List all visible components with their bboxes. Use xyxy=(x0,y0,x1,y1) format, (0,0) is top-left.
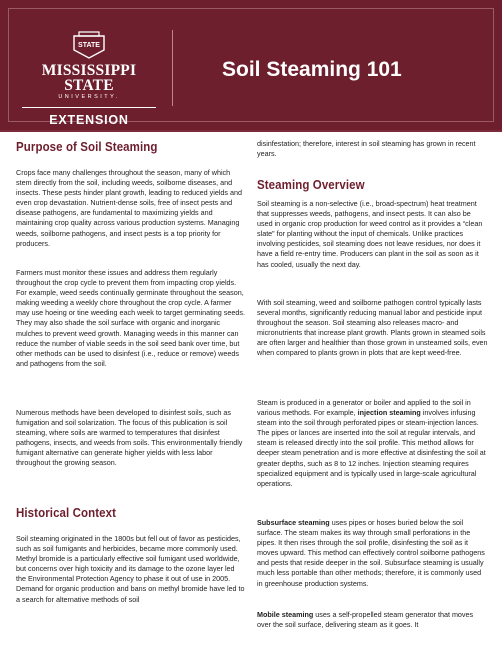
paragraph-continued: disinfestation; therefore, interest in soil steaming has grown in recent years. xyxy=(257,139,476,159)
term-mobile-steaming: Mobile steaming xyxy=(257,610,314,619)
msu-seal-icon xyxy=(70,30,108,60)
paragraph-purpose-1: Crops face many challenges throughout the season, many of which stem directly from the soil, including weeds, soilborne diseases, and insects. These pests hinder plant growth, leading to reduced yields and even crop devastation. Nutrient-dense soils, free of insect pests and disease pathogens, are fundamental to maximizing yields and maintaining crop quality across various production systems. Managing weeds, soilborne pathogens, and insect pests is a top priority for producers. xyxy=(16,168,243,248)
logo-university-word: UNIVERSITY. xyxy=(58,94,120,100)
paragraph-overview-3: Steam is produced in a generator or boiler and applied to the soil in various methods. For example, injection steaming involves infusing steam into the soil through perforated pipes or steam-injection lances. The pipes or lances are inserted into the soil at regular intervals, and steam is released directly into the soil profile. This method allows for deeper steam penetration and is more effective at disinfesting the soil at greater depths, such as 8 to 12 inches. Injection steaming requires specialized equipment and is typically used in large-scale agricultural operations. xyxy=(257,398,486,488)
logo-extension: EXTENSION xyxy=(22,107,156,127)
header-banner xyxy=(0,0,502,132)
heading-overview: Steaming Overview xyxy=(257,178,365,192)
paragraph-purpose-2: Farmers must monitor these issues and address them regularly throughout the crop cycle to prevent them from impacting crop yields. For example, weed seeds continually germinate throughout the season, making weeding a weekly chore throughout the crop cycle. A farmer may use hoeing or tine weeding each week to target germinating seeds. They may also shade the soil surface with organic and inorganic mulches to prevent weed growth. Managing weeds in this manner can reduce the number of viable seeds in the soil seed bank over time, but other methods can be used to disinfest (i.e., reduce or remove) weeds and pathogens from the soil. xyxy=(16,268,245,368)
svg-text:STATE: STATE xyxy=(78,42,100,49)
msu-extension-logo xyxy=(22,30,156,127)
banner-divider xyxy=(172,30,173,106)
paragraph-overview-5: Mobile steaming uses a self-propelled steam generator that moves over the soil surface, delivering steam as it goes. It xyxy=(257,610,474,630)
paragraph-purpose-3: Numerous methods have been developed to disinfest soils, such as fumigation and soil solarization. The focus of this publication is soil steaming, where soils are warmed to temperatures that disinfest pathogens, insects, and weeds from soils. This environmentally friendly fumigant alternative can generate higher yields with less labor throughout the growing season. xyxy=(16,408,243,468)
document-title: Soil Steaming 101 xyxy=(222,58,402,81)
paragraph-overview-1: Soil steaming is a non-selective (i.e., broad-spectrum) heat treatment that suppresses weeds, pathogens, and insect pests. It can also be used in organic crop production for weed control as it provides a “clean slate” for planting without the input of chemicals. Unlike practices involving pesticides, soil steaming does not leave residues, nor does it have a field re-entry time. Producers can plant in the soil as soon as it has cooled, usually the next day. xyxy=(257,199,483,269)
term-injection-steaming: injection steaming xyxy=(357,408,421,418)
heading-purpose: Purpose of Soil Steaming xyxy=(16,140,158,154)
paragraph-history-1: Soil steaming originated in the 1800s but fell out of favor as pesticides, such as soil fumigants and herbicides, became more commonly used. Methyl bromide is a particularly effective soil fumigant used worldwide, but concerns over high toxicity and its damage to the ozone layer led the Environmental Protection Agency to phase it out of use in 2005. Demand for organic production and bans on methyl bromide have led to a search for alternative methods of soil xyxy=(16,534,245,604)
logo-university-name: MISSISSIPPI STATE xyxy=(41,62,137,94)
heading-history: Historical Context xyxy=(16,506,117,520)
term-subsurface-steaming: Subsurface steaming xyxy=(257,518,330,527)
paragraph-overview-4: Subsurface steaming uses pipes or hoses buried below the soil surface. The steam makes its way through small perforations in the pipes. It then rises through the soil profile, disinfesting the soil as it moves upward. This method can effectively control soilborne pathogens and pests that reside deeper in the soil. Subsurface steaming is usually much less portable than other methods; therefore, it is commonly used in greenhouse production systems. xyxy=(257,518,485,588)
paragraph-overview-2: With soil steaming, weed and soilborne pathogen control typically lasts several months, significantly reducing manual labor and pesticide input throughout the season. Soil steaming also releases macro- and micronutrients that increase plant growth. Plants grown in steamed soils are often larger and healthier than those grown in unsteamed soils, even when compared to plants grown in plots that are kept weed-free. xyxy=(257,298,488,358)
